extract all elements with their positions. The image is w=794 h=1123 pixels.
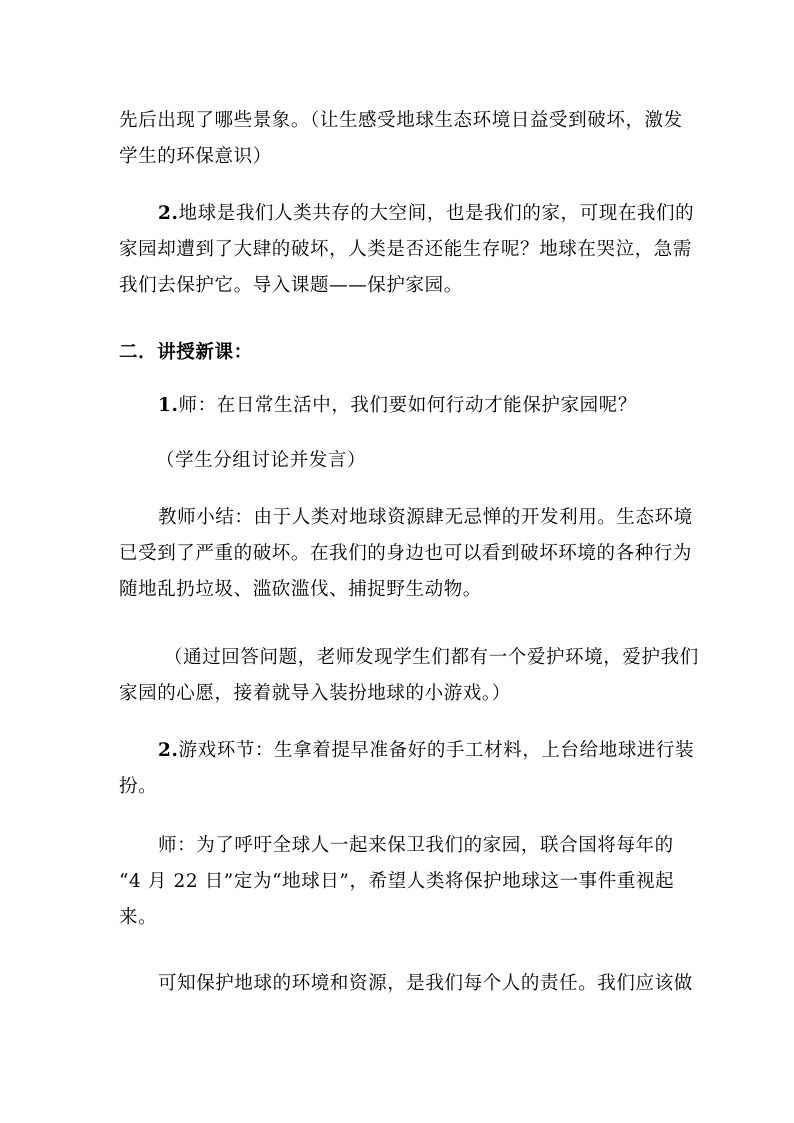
paragraph — [119, 640, 699, 712]
text-line: 来。 — [119, 907, 158, 928]
text-segment: 地球是我们人类共存的大空间，也是我们的家，可现在我们的 — [178, 203, 695, 224]
text-segment: 师：在日常生活中，我们要如何行动才能保护家园呢？ — [178, 395, 637, 416]
text-line: 随地乱扔垃圾、滥砍滥伐、捕捉野生动物。 — [119, 579, 482, 600]
text-line: 扮。 — [119, 776, 158, 797]
paragraph — [119, 388, 679, 424]
section-heading — [119, 335, 679, 371]
text-line: 家园的心愿，接着就导入装扮地球的小游戏。） — [119, 683, 511, 704]
text-line — [119, 388, 679, 424]
heading-text: 二．讲授新课： — [119, 342, 253, 363]
paragraph — [119, 500, 693, 608]
text-line: 学生的环保意识） — [119, 146, 272, 167]
text-line: 师：为了呼吁全球人一起来保卫我们的家园，联合国将每年的 — [158, 835, 674, 856]
paragraph — [119, 733, 695, 805]
item-number: 1. — [158, 395, 179, 416]
paragraph — [119, 103, 683, 175]
paragraph — [119, 828, 679, 936]
text-line — [119, 733, 695, 769]
text-line: 教师小结：由于人类对地球资源肆无忌惮的开发利用。生态环境 — [158, 507, 693, 528]
text-line: 家园却遭到了大肆的破坏，人类是否还能生存呢？地球在哭泣，急需 — [119, 239, 693, 260]
text-line: （通过回答问题，老师发现学生们都有一个爱护环境，爱护我们 — [164, 647, 699, 668]
text-line — [119, 196, 695, 232]
paragraph — [119, 966, 693, 1002]
paragraph — [119, 196, 695, 304]
text-line: 可知保护地球的环境和资源，是我们每个人的责任。我们应该做 — [158, 973, 693, 994]
text-line: （学生分组讨论并发言） — [156, 450, 367, 471]
item-number: 2. — [158, 740, 179, 761]
text-line: “4 月 22 日”定为“地球日”，希望人类将保护地球这一事件重视起 — [119, 871, 675, 892]
text-line: 我们去保护它。导入课题——保护家园。 — [119, 275, 463, 296]
item-number: 2. — [158, 203, 179, 224]
text-line: 先后出现了哪些景象。（让生感受地球生态环境日益受到破坏，激发 — [119, 110, 683, 131]
text-line: 已受到了严重的破坏。在我们的身边也可以看到破坏环境的各种行为 — [119, 543, 693, 564]
text-segment: 游戏环节：生拿着提早准备好的手工材料，上台给地球进行装 — [178, 740, 695, 761]
paragraph — [119, 443, 679, 479]
